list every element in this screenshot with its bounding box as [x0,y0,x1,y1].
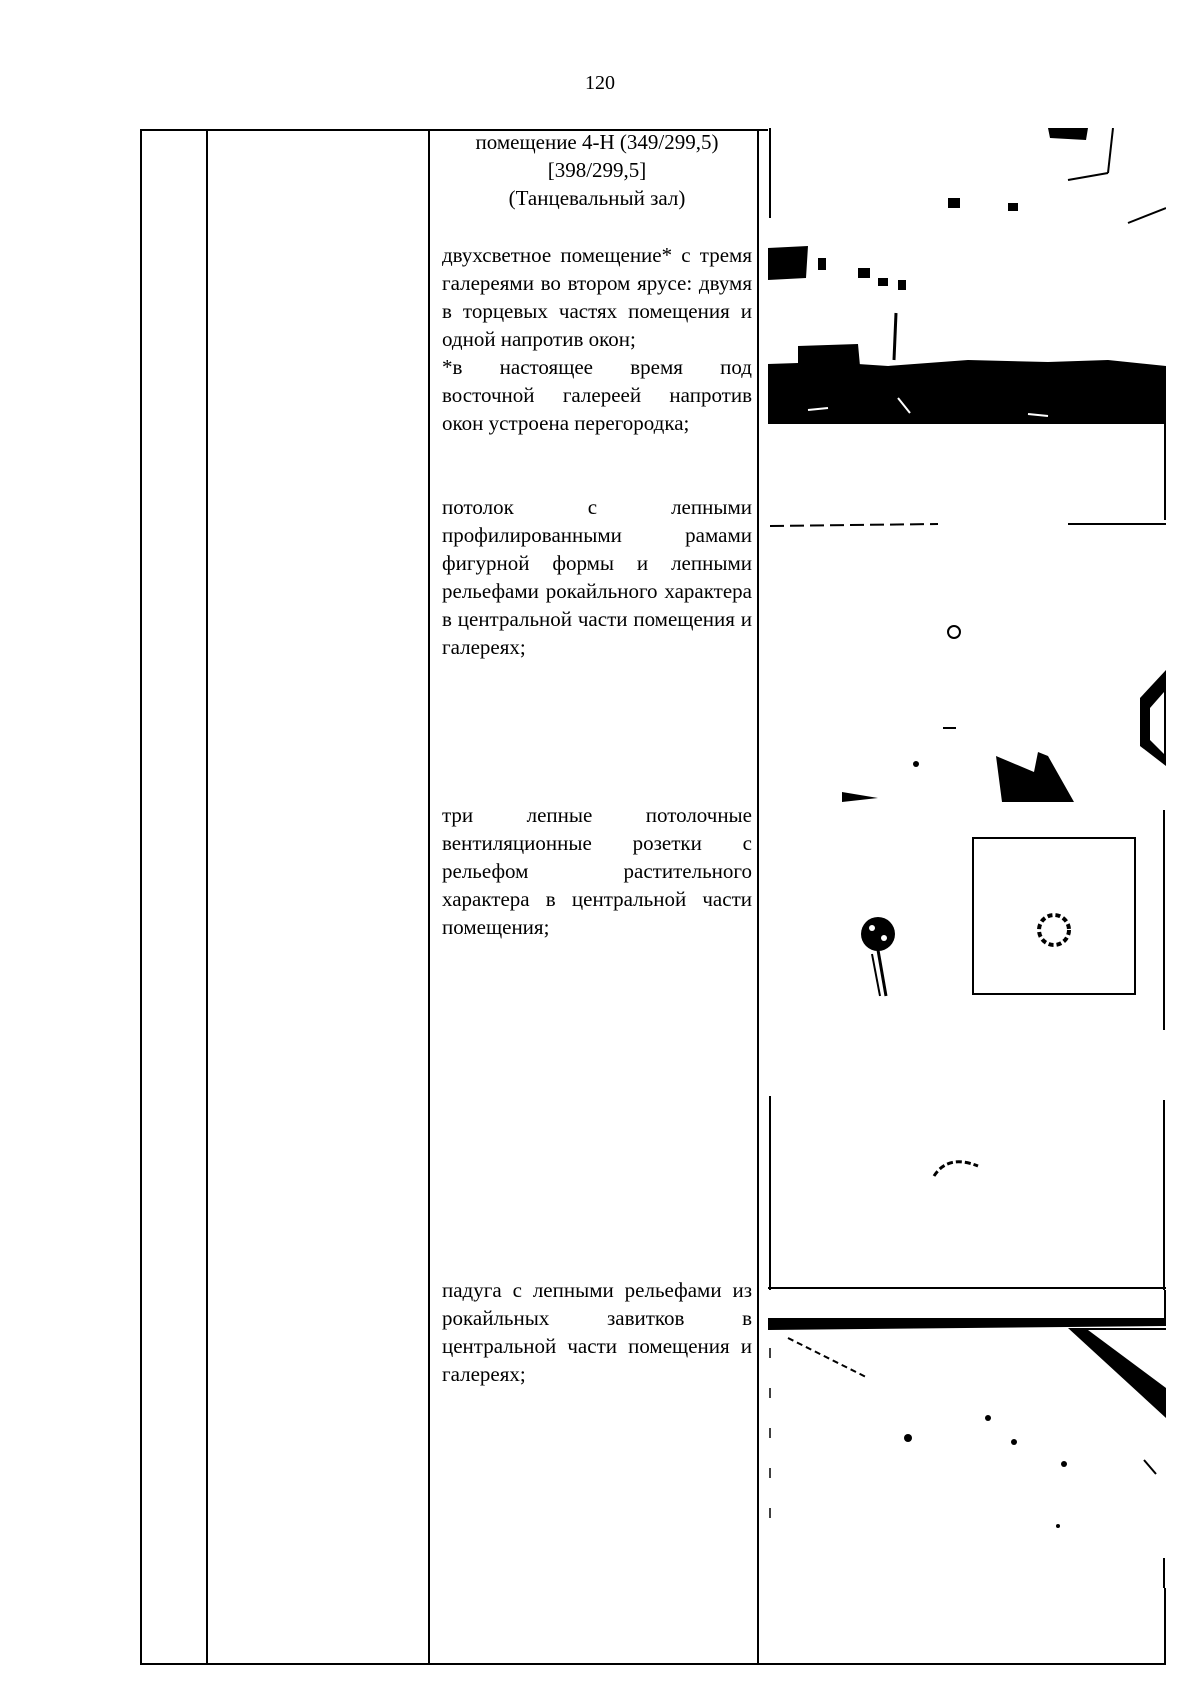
item-text: двухсветное помещение* с тремя галереями во втором ярусе: двумя в торцевых частях помещения и одной напротив окон; [442,243,752,351]
item-rosettes [442,801,752,941]
description-column [442,128,752,212]
item-text: потолок с лепными профилированными рамами фигурной формы и лепными рельефами рокайльного характера в центральной части помещения и галереях; [442,495,752,659]
item-double-height-room [442,241,752,437]
item-text: падуга с лепными рельефами из рокайльных завитков в центральной части помещения и галереях; [442,1278,752,1386]
photo-padug-reliefs-icon [768,1318,1166,1588]
item-padug [442,1276,752,1388]
photo-hall-view [768,128,1166,424]
photo-ceiling-rosettes-icon [768,810,1166,1290]
photo-padug-reliefs [768,1318,1166,1588]
column-divider-3 [428,129,430,1665]
item-footnote: *в настоящее время под восточной галереей напротив окон устроена перегородка; [442,355,752,435]
table-bottom-rule [140,1663,1166,1665]
column-divider-2 [206,129,208,1665]
room-reference: [398/299,5] [547,158,647,182]
photo-hall-view-icon [768,128,1166,424]
room-name: (Танцевальный зал) [508,186,686,210]
photo-ceiling-frames-icon [768,520,1166,810]
photo-ceiling-rosettes [768,810,1166,1290]
page-number: 120 [585,72,615,94]
item-ceiling [442,493,752,661]
photo-ceiling-frames [768,520,1166,810]
column-divider-4 [757,129,759,1665]
item-text: три лепные потолочные вентиляционные розетки с рельефом растительного характера в центральной части помещения; [442,803,752,939]
column-divider-1 [140,129,142,1665]
room-heading: помещение 4-Н (349/299,5) [475,130,719,154]
